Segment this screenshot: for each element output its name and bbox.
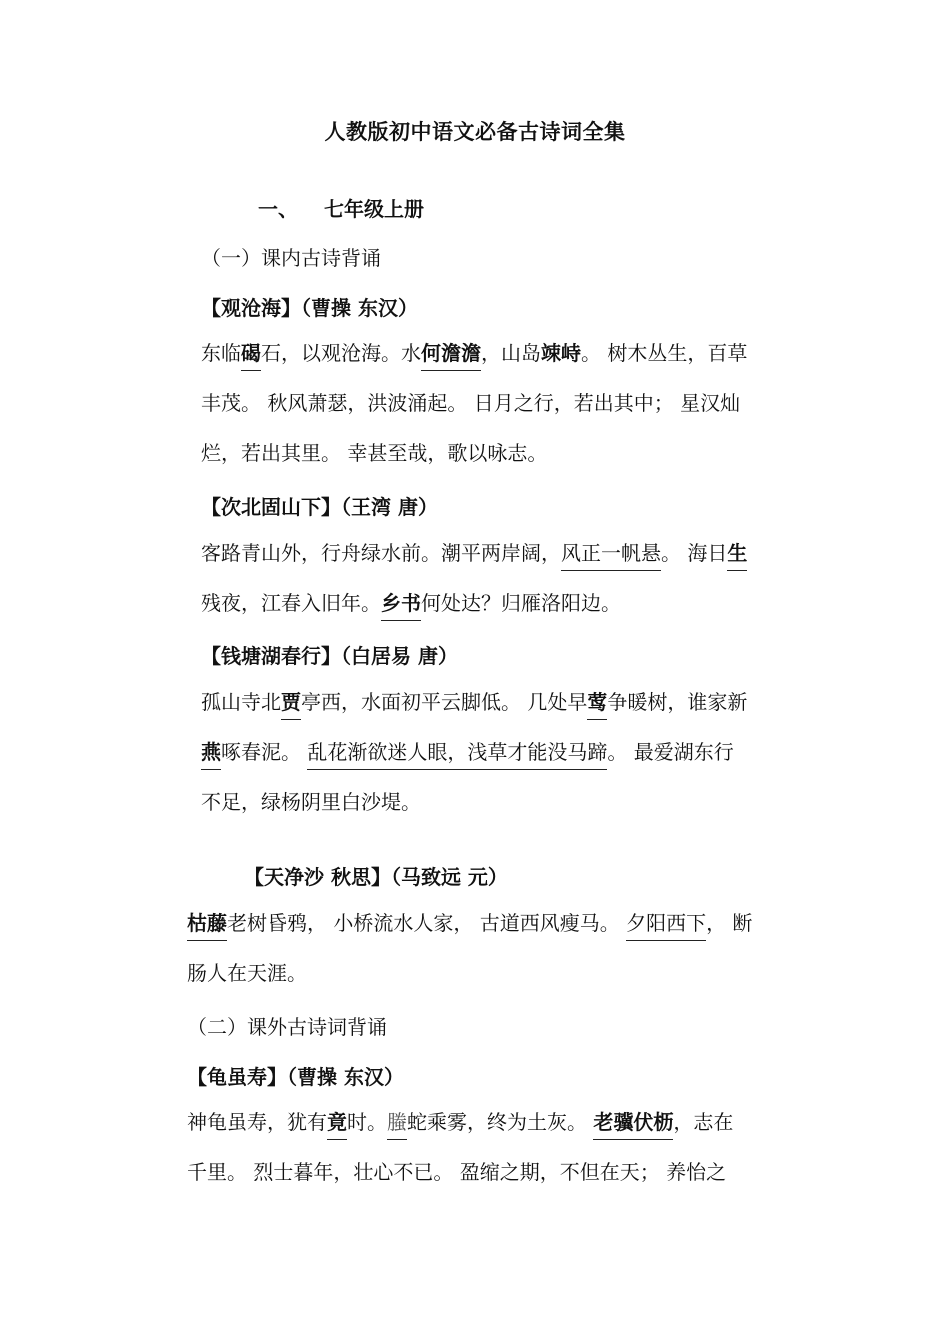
poem-line	[187, 1107, 733, 1137]
text-segment: 何处达？归雁洛阳边。	[421, 591, 621, 615]
text-segment: 。 树木丛生，百草	[581, 341, 748, 365]
emphasized-text: 碣	[241, 341, 261, 371]
text-segment: 烂，若出其里。 幸甚至哉，歌以咏志。	[201, 441, 548, 465]
text-segment: 肠人在天涯。	[187, 961, 307, 985]
poem-line	[187, 908, 752, 938]
emphasized-text: 莺	[587, 690, 607, 720]
poem-line	[201, 338, 747, 368]
document-title: 人教版初中语文必备古诗词全集	[324, 120, 626, 144]
text-segment: 东临	[201, 341, 241, 365]
emphasized-text: 螣	[387, 1110, 407, 1140]
text-segment: ， 断	[706, 911, 753, 935]
text-segment: 孤山寺北	[201, 690, 281, 714]
text-segment: 蛇乘雾，终为土灰。	[407, 1110, 594, 1134]
poem-title: 【次北固山下】（王湾 唐）	[201, 495, 438, 519]
poem-title: 【龟虽寿】（曹操 东汉）	[187, 1065, 404, 1089]
emphasized-text: 竟	[327, 1110, 347, 1140]
poem-line	[201, 438, 547, 468]
poem-line	[201, 737, 734, 767]
text-segment: ，志在	[673, 1110, 734, 1134]
poem-line	[201, 388, 740, 418]
poem-title: 【天净沙 秋思】（马致远 元）	[244, 865, 508, 889]
text-segment: 丰茂。 秋风萧瑟，洪波涌起。 日月之行，若出其中； 星汉灿	[201, 391, 741, 415]
text-segment: 残夜，江春入旧年。	[201, 591, 381, 615]
text-segment: 老树昏鸦， 小桥流水人家， 古道西风瘦马。	[227, 911, 627, 935]
text-segment: 石，以观沧海。水	[261, 341, 421, 365]
section-heading	[258, 193, 424, 222]
poem-title: 【观沧海】（曹操 东汉）	[201, 296, 418, 320]
emphasized-text: 老骥伏枥	[593, 1110, 673, 1140]
emphasized-text: 枯藤	[187, 911, 227, 941]
emphasized-text: 贾	[281, 690, 301, 720]
text-segment: 不足，绿杨阴里白沙堤。	[201, 790, 421, 814]
section-label: 七年级上册	[324, 197, 424, 221]
section-number: 一、	[258, 197, 298, 221]
text-segment: 千里。 烈士暮年，壮心不已。 盈缩之期，不但在天； 养怡之	[187, 1160, 727, 1184]
text-segment: 神龟虽寿，犹有	[187, 1110, 327, 1134]
poem-line	[201, 538, 747, 568]
text-segment: 时。	[347, 1110, 387, 1134]
poem-line	[187, 958, 307, 988]
text-segment: 。 海日	[661, 541, 728, 565]
poem-title: 【钱塘湖春行】（白居易 唐）	[201, 644, 458, 668]
subsection-heading-2: （二）课外古诗词背诵	[187, 1015, 387, 1039]
text-segment: 。 最爱湖东行	[607, 740, 734, 764]
emphasized-text: 生	[727, 541, 747, 571]
text-segment: 客路青山外，行舟绿水前。潮平两岸阔，	[201, 541, 561, 565]
poem-line	[187, 1157, 726, 1187]
poem-line	[201, 787, 421, 817]
emphasized-text: 乡书	[381, 591, 421, 621]
emphasized-text: 燕	[201, 740, 221, 770]
text-segment: 亭西，水面初平云脚低。 几处早	[301, 690, 588, 714]
emphasized-text: 何澹澹	[421, 341, 481, 371]
text-segment: ，山岛	[481, 341, 541, 365]
text-segment: 争暖树，谁家新	[607, 690, 748, 714]
poem-line	[201, 588, 621, 618]
emphasized-text: 竦峙	[541, 341, 581, 365]
emphasized-text: 夕阳西下	[626, 911, 706, 941]
emphasized-text: 风正一帆悬	[561, 541, 661, 571]
emphasized-text: 乱花渐欲迷人眼，浅草才能没马蹄	[307, 740, 607, 770]
text-segment: 啄春泥。	[221, 740, 308, 764]
poem-line	[201, 687, 747, 717]
subsection-heading-1: （一）课内古诗背诵	[201, 246, 381, 270]
